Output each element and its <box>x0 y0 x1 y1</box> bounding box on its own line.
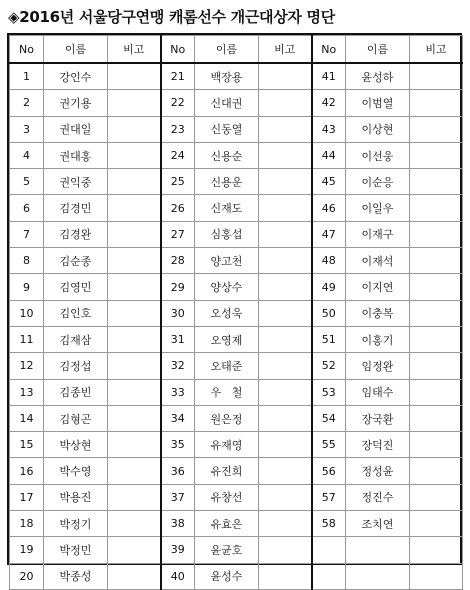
cell-note <box>410 537 463 563</box>
table-row <box>10 169 463 195</box>
cell-no: 31 <box>161 326 195 352</box>
cell-name: 이홍기 <box>346 326 410 352</box>
cell-no: 20 <box>10 563 44 589</box>
cell-note <box>410 221 463 247</box>
cell-no <box>312 537 346 563</box>
cell-no: 14 <box>10 405 44 431</box>
cell-note <box>108 484 161 510</box>
cell-name: 심홍섭 <box>195 221 259 247</box>
cell-name: 김영민 <box>44 274 108 300</box>
cell-note <box>108 379 161 405</box>
cell-note <box>410 63 463 90</box>
cell-note <box>259 563 312 589</box>
cell-no: 50 <box>312 300 346 326</box>
table-row <box>10 142 463 168</box>
table-row <box>10 195 463 221</box>
cell-note <box>108 116 161 142</box>
cell-note <box>410 300 463 326</box>
cell-note <box>259 379 312 405</box>
cell-note <box>259 458 312 484</box>
cell-no: 52 <box>312 353 346 379</box>
cell-no: 34 <box>161 405 195 431</box>
cell-note <box>259 90 312 116</box>
cell-name: 이일우 <box>346 195 410 221</box>
cell-name: 백장용 <box>195 63 259 90</box>
cell-note <box>259 248 312 274</box>
cell-note <box>108 169 161 195</box>
cell-name: 양고천 <box>195 248 259 274</box>
header-no: No <box>312 36 346 64</box>
cell-no: 3 <box>10 116 44 142</box>
cell-no: 4 <box>10 142 44 168</box>
cell-name: 이지연 <box>346 274 410 300</box>
cell-name: 김경민 <box>44 195 108 221</box>
cell-no: 16 <box>10 458 44 484</box>
cell-no: 18 <box>10 511 44 537</box>
cell-note <box>259 169 312 195</box>
cell-name: 강인수 <box>44 63 108 90</box>
cell-no: 9 <box>10 274 44 300</box>
cell-note <box>410 274 463 300</box>
cell-no: 28 <box>161 248 195 274</box>
cell-no: 24 <box>161 142 195 168</box>
cell-no: 17 <box>10 484 44 510</box>
table-row <box>10 484 463 510</box>
cell-note <box>108 274 161 300</box>
cell-name: 권대일 <box>44 116 108 142</box>
cell-no: 53 <box>312 379 346 405</box>
cell-no: 46 <box>312 195 346 221</box>
cell-name: 조치연 <box>346 511 410 537</box>
cell-note <box>108 353 161 379</box>
cell-no: 43 <box>312 116 346 142</box>
cell-no: 10 <box>10 300 44 326</box>
cell-note <box>410 432 463 458</box>
cell-name: 윤성수 <box>195 563 259 589</box>
cell-note <box>108 63 161 90</box>
cell-note <box>410 326 463 352</box>
cell-name <box>346 537 410 563</box>
cell-note <box>108 221 161 247</box>
cell-note <box>108 248 161 274</box>
cell-name: 권대홍 <box>44 142 108 168</box>
cell-name: 이범열 <box>346 90 410 116</box>
cell-no: 40 <box>161 563 195 589</box>
cell-name: 오성욱 <box>195 300 259 326</box>
cell-name: 박상현 <box>44 432 108 458</box>
cell-no: 21 <box>161 63 195 90</box>
attendance-table-frame <box>7 33 462 584</box>
cell-name: 우 철 <box>195 379 259 405</box>
cell-name: 신용순 <box>195 142 259 168</box>
cell-no: 39 <box>161 537 195 563</box>
cell-name: 김재삼 <box>44 326 108 352</box>
cell-note <box>410 195 463 221</box>
header-note: 비고 <box>108 36 161 64</box>
cell-no: 44 <box>312 142 346 168</box>
cell-name: 윤균호 <box>195 537 259 563</box>
cell-no: 23 <box>161 116 195 142</box>
table-row <box>10 90 463 116</box>
cell-name: 정진수 <box>346 484 410 510</box>
cell-name: 권익중 <box>44 169 108 195</box>
page-title: ◈2016년 서울당구연맹 캐롬선수 개근대상자 명단 <box>8 8 335 26</box>
table-row <box>10 563 463 589</box>
cell-note <box>259 353 312 379</box>
cell-note <box>108 563 161 589</box>
cell-name <box>346 563 410 589</box>
cell-note <box>108 300 161 326</box>
cell-name: 김정섭 <box>44 353 108 379</box>
cell-name: 이순응 <box>346 169 410 195</box>
cell-note <box>410 563 463 589</box>
cell-name: 윤성하 <box>346 63 410 90</box>
cell-note <box>410 116 463 142</box>
cell-no: 11 <box>10 326 44 352</box>
cell-note <box>410 169 463 195</box>
cell-name: 권기용 <box>44 90 108 116</box>
cell-no: 15 <box>10 432 44 458</box>
cell-name: 김형곤 <box>44 405 108 431</box>
cell-no: 35 <box>161 432 195 458</box>
cell-name: 신재도 <box>195 195 259 221</box>
cell-no: 47 <box>312 221 346 247</box>
cell-name: 신동열 <box>195 116 259 142</box>
cell-no: 42 <box>312 90 346 116</box>
table-header-row <box>10 36 463 64</box>
cell-no: 38 <box>161 511 195 537</box>
table-row <box>10 353 463 379</box>
table-row <box>10 116 463 142</box>
cell-name: 박용진 <box>44 484 108 510</box>
cell-note <box>259 195 312 221</box>
cell-no <box>312 563 346 589</box>
table-row <box>10 63 463 90</box>
table-row <box>10 274 463 300</box>
cell-name: 김종빈 <box>44 379 108 405</box>
cell-note <box>259 300 312 326</box>
cell-note <box>259 405 312 431</box>
cell-no: 32 <box>161 353 195 379</box>
cell-no: 55 <box>312 432 346 458</box>
cell-note <box>259 511 312 537</box>
cell-no: 51 <box>312 326 346 352</box>
cell-no: 26 <box>161 195 195 221</box>
cell-note <box>108 511 161 537</box>
cell-note <box>108 458 161 484</box>
cell-note <box>410 90 463 116</box>
cell-no: 2 <box>10 90 44 116</box>
cell-name: 이재석 <box>346 248 410 274</box>
cell-no: 27 <box>161 221 195 247</box>
cell-name: 정성윤 <box>346 458 410 484</box>
cell-name: 유재영 <box>195 432 259 458</box>
cell-no: 19 <box>10 537 44 563</box>
cell-name: 장덕진 <box>346 432 410 458</box>
cell-no: 13 <box>10 379 44 405</box>
table-row <box>10 248 463 274</box>
cell-note <box>259 537 312 563</box>
cell-note <box>259 221 312 247</box>
cell-no: 12 <box>10 353 44 379</box>
cell-name: 김인호 <box>44 300 108 326</box>
cell-note <box>410 484 463 510</box>
cell-no: 56 <box>312 458 346 484</box>
table-row <box>10 432 463 458</box>
table-row <box>10 326 463 352</box>
table-row <box>10 537 463 563</box>
cell-name: 이선웅 <box>346 142 410 168</box>
cell-name: 이상현 <box>346 116 410 142</box>
cell-name: 박종성 <box>44 563 108 589</box>
cell-no: 41 <box>312 63 346 90</box>
header-note: 비고 <box>259 36 312 64</box>
cell-name: 유창선 <box>195 484 259 510</box>
cell-note <box>259 432 312 458</box>
cell-note <box>259 142 312 168</box>
header-name: 이름 <box>346 36 410 64</box>
header-name: 이름 <box>44 36 108 64</box>
cell-name: 김경완 <box>44 221 108 247</box>
cell-note <box>410 248 463 274</box>
cell-no: 45 <box>312 169 346 195</box>
header-name: 이름 <box>195 36 259 64</box>
cell-name: 박정기 <box>44 511 108 537</box>
table-row <box>10 511 463 537</box>
cell-note <box>108 195 161 221</box>
cell-no: 30 <box>161 300 195 326</box>
cell-no: 58 <box>312 511 346 537</box>
table-row <box>10 405 463 431</box>
cell-no: 8 <box>10 248 44 274</box>
cell-note <box>259 326 312 352</box>
table-row <box>10 458 463 484</box>
cell-name: 장국환 <box>346 405 410 431</box>
cell-name: 신용운 <box>195 169 259 195</box>
header-no: No <box>161 36 195 64</box>
cell-no: 6 <box>10 195 44 221</box>
cell-note <box>108 142 161 168</box>
cell-no: 29 <box>161 274 195 300</box>
cell-note <box>108 405 161 431</box>
cell-name: 유효은 <box>195 511 259 537</box>
cell-name: 신대권 <box>195 90 259 116</box>
cell-name: 오태준 <box>195 353 259 379</box>
cell-no: 25 <box>161 169 195 195</box>
cell-note <box>259 274 312 300</box>
cell-no: 57 <box>312 484 346 510</box>
header-no: No <box>10 36 44 64</box>
cell-note <box>410 353 463 379</box>
table-row <box>10 221 463 247</box>
cell-note <box>259 484 312 510</box>
attendance-table <box>9 35 463 590</box>
cell-name: 유진희 <box>195 458 259 484</box>
cell-name: 이충복 <box>346 300 410 326</box>
cell-name: 원은정 <box>195 405 259 431</box>
cell-no: 5 <box>10 169 44 195</box>
cell-name: 박수영 <box>44 458 108 484</box>
cell-no: 36 <box>161 458 195 484</box>
cell-no: 48 <box>312 248 346 274</box>
cell-no: 1 <box>10 63 44 90</box>
table-row <box>10 379 463 405</box>
cell-name: 이재구 <box>346 221 410 247</box>
cell-note <box>108 432 161 458</box>
cell-note <box>410 405 463 431</box>
cell-note <box>410 379 463 405</box>
cell-note <box>108 326 161 352</box>
cell-no: 37 <box>161 484 195 510</box>
cell-no: 22 <box>161 90 195 116</box>
cell-name: 양상수 <box>195 274 259 300</box>
cell-no: 54 <box>312 405 346 431</box>
cell-name: 김순종 <box>44 248 108 274</box>
cell-no: 49 <box>312 274 346 300</box>
cell-name: 오영제 <box>195 326 259 352</box>
table-row <box>10 300 463 326</box>
header-note: 비고 <box>410 36 463 64</box>
cell-name: 박정민 <box>44 537 108 563</box>
cell-no: 33 <box>161 379 195 405</box>
cell-note <box>410 458 463 484</box>
cell-name: 임태수 <box>346 379 410 405</box>
cell-note <box>410 511 463 537</box>
cell-note <box>108 90 161 116</box>
cell-note <box>259 116 312 142</box>
cell-note <box>410 142 463 168</box>
cell-name: 임정완 <box>346 353 410 379</box>
cell-note <box>108 537 161 563</box>
cell-note <box>259 63 312 90</box>
cell-no: 7 <box>10 221 44 247</box>
